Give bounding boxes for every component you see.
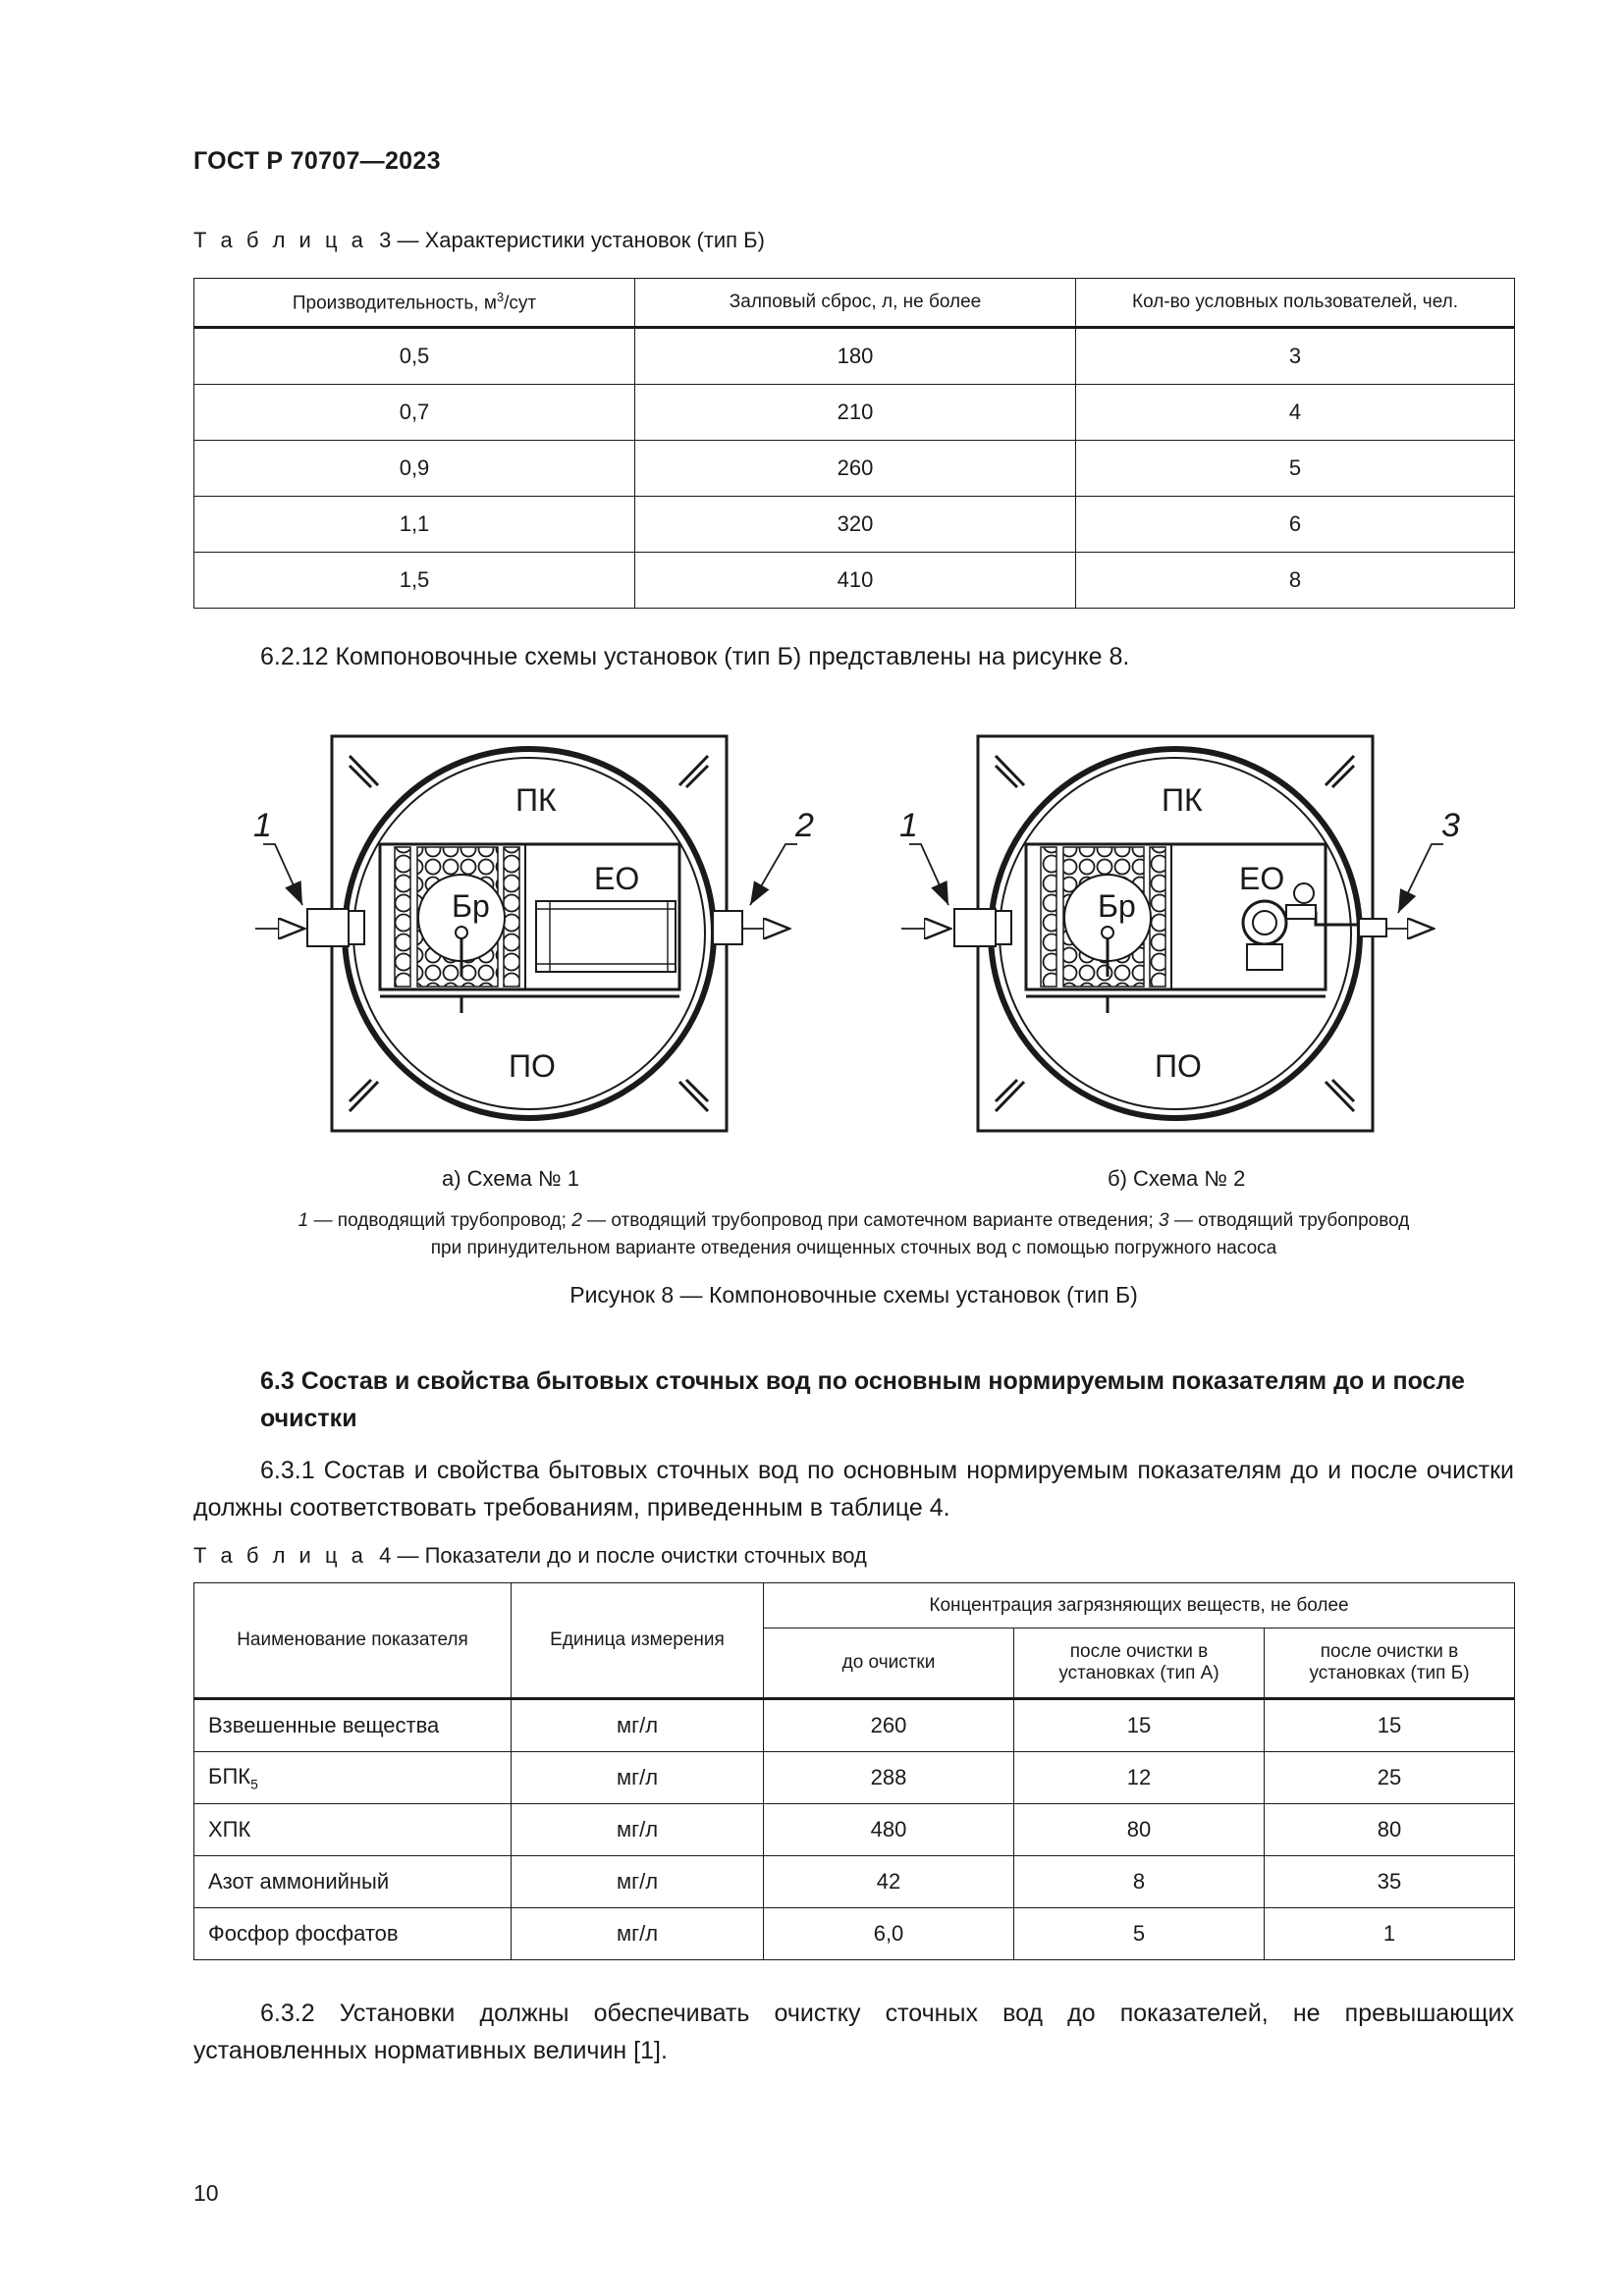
table-cell: 1: [1265, 1908, 1515, 1960]
table-cell: мг/л: [512, 1856, 764, 1908]
figure8-sub-a: а) Схема № 1: [442, 1166, 579, 1191]
table-cell: 15: [1265, 1699, 1515, 1752]
legend-line-2: при принудительном варианте отведения очищенных сточных вод с помощью погружного насоса: [430, 1238, 1277, 1258]
callout-1b: 1: [899, 807, 918, 844]
table-cell: 180: [635, 328, 1076, 385]
table-cell: 480: [764, 1804, 1014, 1856]
table-cell: 8: [1076, 553, 1515, 609]
table-cell: 1,5: [194, 553, 635, 609]
page-number: 10: [193, 2180, 219, 2206]
label-br: Бр: [452, 888, 490, 924]
table-cell: 12: [1014, 1752, 1265, 1804]
table4-header-after-b: после очистки в установках (тип Б): [1265, 1629, 1515, 1699]
table3-header-users: Кол-во условных пользователей, чел.: [1076, 279, 1515, 328]
table-cell: 260: [635, 441, 1076, 497]
callout-1: 1: [253, 807, 272, 844]
callout-2: 2: [795, 807, 814, 844]
table4-header-before: до очистки: [764, 1629, 1014, 1699]
table-cell: 410: [635, 553, 1076, 609]
table-row: [194, 1752, 1515, 1804]
table-row: [194, 553, 1515, 609]
table3-caption-text: 3 — Характеристики установок (тип Б): [379, 228, 765, 252]
table-cell: Азот аммонийный: [194, 1856, 512, 1908]
table4-header-group: Концентрация загрязняющих веществ, не более: [764, 1583, 1515, 1629]
table3: [193, 278, 1515, 609]
table-cell: 15: [1014, 1699, 1265, 1752]
table3-caption: [193, 228, 765, 253]
table4: [193, 1582, 1515, 1960]
table-cell: 210: [635, 385, 1076, 441]
label-pk-2: ПК: [1162, 782, 1203, 818]
table-cell: 4: [1076, 385, 1515, 441]
table-cell: 260: [764, 1699, 1014, 1752]
table-row: [194, 1908, 1515, 1960]
label-po-2: ПО: [1155, 1048, 1202, 1084]
table-cell: мг/л: [512, 1908, 764, 1960]
paragraph-6-3-2: 6.3.2 Установки должны обеспечивать очистку сточных вод до показателей, не превышающих установленных нормативных величин [1].: [193, 2000, 1514, 2064]
table-row: [194, 1856, 1515, 1908]
label-eo: ЕО: [594, 861, 640, 896]
figure8-legend: [193, 1207, 1514, 1262]
table-row: [194, 441, 1515, 497]
table-cell: 0,9: [194, 441, 635, 497]
table-row: [194, 328, 1515, 385]
legend-line-1: 1 — подводящий трубопровод; 2 — отводящий трубопровод при самотечном варианте отведения; 3 — отводящий трубопровод: [298, 1210, 1410, 1231]
table-cell: мг/л: [512, 1752, 764, 1804]
table-cell: 6,0: [764, 1908, 1014, 1960]
table-cell: мг/л: [512, 1804, 764, 1856]
table-cell: 5: [1076, 441, 1515, 497]
table-cell: 320: [635, 497, 1076, 553]
label-pk: ПК: [515, 782, 557, 818]
table3-caption-prefix: Т а б л и ц а: [193, 228, 367, 252]
document-header: ГОСТ Р 70707—2023: [193, 147, 441, 175]
table-cell: 288: [764, 1752, 1014, 1804]
scheme-2: [899, 736, 1460, 1131]
figure8-sub-b: б) Схема № 2: [1108, 1166, 1246, 1191]
figure8-caption: Рисунок 8 — Компоновочные схемы установок (тип Б): [569, 1282, 1138, 1308]
table-cell: 0,7: [194, 385, 635, 441]
section-6-3-title: 6.3 Состав и свойства бытовых сточных вод по основным нормируемым показателям до и после очистки: [260, 1367, 1465, 1432]
table4-caption-text: 4 — Показатели до и после очистки сточных вод: [379, 1543, 867, 1568]
table-cell: 3: [1076, 328, 1515, 385]
table-cell: 80: [1265, 1804, 1515, 1856]
table-row: [194, 497, 1515, 553]
table-cell: Фосфор фосфатов: [194, 1908, 512, 1960]
table-cell: 80: [1014, 1804, 1265, 1856]
figure8-diagram: [177, 717, 1522, 1168]
table-cell: 35: [1265, 1856, 1515, 1908]
table-row: [194, 385, 1515, 441]
table4-header-after-a: после очистки в установках (тип А): [1014, 1629, 1265, 1699]
table-cell: 25: [1265, 1752, 1515, 1804]
table-row: [194, 1699, 1515, 1752]
table-cell: 8: [1014, 1856, 1265, 1908]
table-cell: Взвешенные вещества: [194, 1699, 512, 1752]
table4-caption-prefix: Т а б л и ц а: [193, 1543, 367, 1568]
table-cell: 6: [1076, 497, 1515, 553]
callout-3: 3: [1441, 807, 1460, 844]
table3-header-capacity: Производительность, $м^3$/сут: [194, 279, 635, 328]
table-cell: 5: [1014, 1908, 1265, 1960]
table4-header-unit: Единица измерения: [512, 1583, 764, 1699]
table-cell: $БПК_5$: [194, 1752, 512, 1804]
table-row: [194, 1804, 1515, 1856]
table-cell: ХПК: [194, 1804, 512, 1856]
paragraph-6-2-12: 6.2.12 Компоновочные схемы установок (тип Б) представлены на рисунке 8.: [260, 643, 1130, 670]
table4-caption: [193, 1543, 867, 1569]
table4-header-name: Наименование показателя: [194, 1583, 512, 1699]
paragraph-6-3-1: 6.3.1 Состав и свойства бытовых сточных вод по основным нормируемым показателям до и после очистки должны соответствовать требованиям, приведенным в таблице 4.: [193, 1457, 1514, 1522]
table3-header-discharge: Залповый сброс, л, не более: [635, 279, 1076, 328]
table-cell: 1,1: [194, 497, 635, 553]
table-cell: 0,5: [194, 328, 635, 385]
label-eo-2: ЕО: [1239, 861, 1285, 896]
scheme-1: [253, 736, 814, 1131]
table-cell: 42: [764, 1856, 1014, 1908]
table-cell: мг/л: [512, 1699, 764, 1752]
label-po: ПО: [509, 1048, 556, 1084]
label-br-2: Бр: [1098, 888, 1136, 924]
